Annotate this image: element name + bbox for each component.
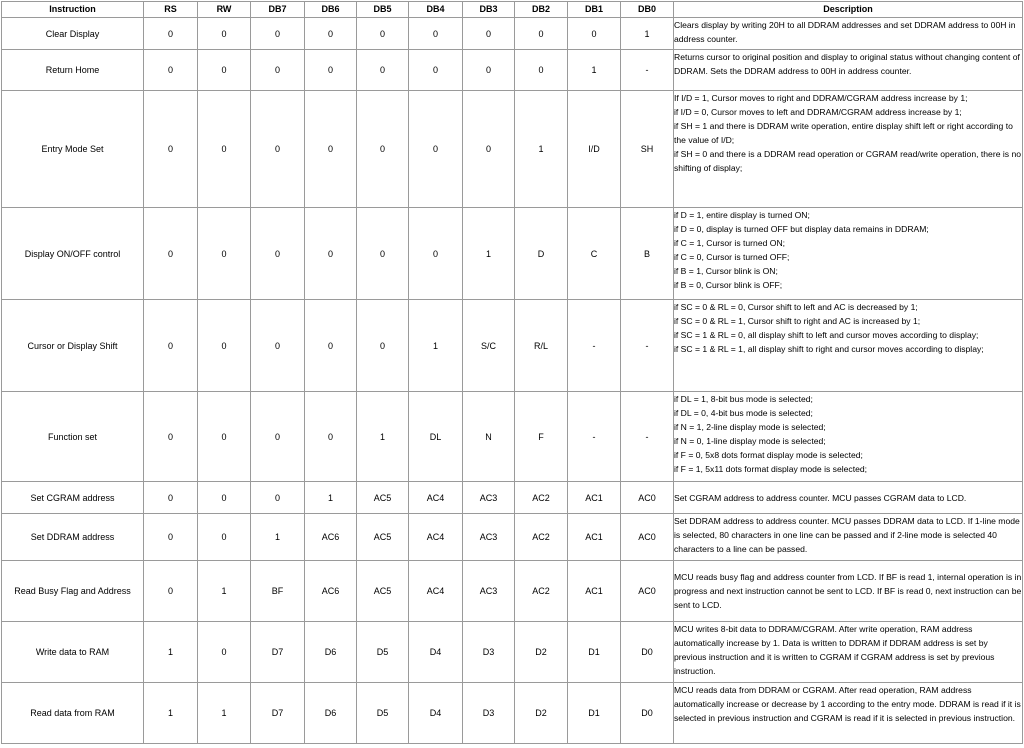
description-cell [674,683,1023,744]
instruction-table [1,1,1023,744]
bit-cell: AC0 [621,514,674,561]
bit-cell: 0 [409,50,463,91]
bit-cell: - [568,392,621,482]
bit-cell: AC3 [463,514,515,561]
table-body [2,18,1023,744]
bit-cell: 0 [305,208,357,300]
bit-cell: D3 [463,622,515,683]
bit-cell: 0 [515,50,568,91]
bit-cell: 0 [198,622,251,683]
header-db3: DB3 [463,2,515,18]
instruction-name: Display ON/OFF control [2,208,144,300]
description-cell [674,300,1023,392]
bit-cell: 0 [144,392,198,482]
description-line: if SC = 1 & RL = 0, all display shift to left and cursor moves according to display; [674,330,979,340]
bit-cell: 1 [357,392,409,482]
bit-cell: 0 [198,300,251,392]
bit-cell: AC2 [515,482,568,514]
bit-cell: AC5 [357,514,409,561]
bit-cell: D1 [568,622,621,683]
table-row [2,514,1023,561]
bit-cell: 0 [357,18,409,50]
bit-cell: 0 [198,18,251,50]
bit-cell: AC6 [305,514,357,561]
bit-cell: 1 [198,683,251,744]
description-line: Set DDRAM address to address counter. MCU passes DDRAM data to LCD. If 1-line mode is selected, 80 characters in one line can be passed and if 2-line mode is selected 40 characters to a line can be passed. [674,516,1020,554]
bit-cell: 1 [305,482,357,514]
bit-cell: D6 [305,622,357,683]
bit-cell: AC4 [409,561,463,622]
bit-cell: D2 [515,622,568,683]
bit-cell: 1 [621,18,674,50]
bit-cell: D5 [357,683,409,744]
instruction-name: Set DDRAM address [2,514,144,561]
header-row [2,2,1023,18]
description-line: if C = 0, Cursor is turned OFF; [674,252,790,262]
bit-cell: 0 [409,91,463,208]
description-cell [674,208,1023,300]
header-db0: DB0 [621,2,674,18]
bit-cell: 0 [305,50,357,91]
bit-cell: 0 [568,18,621,50]
description-cell [674,50,1023,91]
bit-cell: 0 [305,392,357,482]
description-line: If I/D = 1, Cursor moves to right and DDRAM/CGRAM address increase by 1; [674,93,968,103]
description-cell [674,622,1023,683]
description-line: Clears display by writing 20H to all DDRAM addresses and set DDRAM address to 00H in address counter. [674,20,1016,44]
bit-cell: 0 [251,300,305,392]
description-line: if SC = 0 & RL = 0, Cursor shift to left and AC is decreased by 1; [674,302,918,312]
bit-cell: 0 [144,300,198,392]
bit-cell: D4 [409,683,463,744]
description-line: if C = 1, Cursor is turned ON; [674,238,786,248]
bit-cell: 0 [305,300,357,392]
description-line: if D = 0, display is turned OFF but display data remains in DDRAM; [674,224,929,234]
bit-cell: D1 [568,683,621,744]
bit-cell: 0 [144,514,198,561]
table-row [2,392,1023,482]
bit-cell: 0 [251,208,305,300]
table-row [2,622,1023,683]
bit-cell: D7 [251,683,305,744]
description-line: Returns cursor to original position and display to original status without changing content of DDRAM. Sets the DDRAM address to 00H in address counter. [674,52,1020,76]
description-line: MCU writes 8-bit data to DDRAM/CGRAM. After write operation, RAM address automatically increase by 1. Data is written to DDRAM if DDRAM address is set by previous instruction and it is written to CGRAM if CGRAM address is set by previous instruction. [674,624,995,676]
bit-cell: N [463,392,515,482]
bit-cell: 1 [409,300,463,392]
description-cell [674,91,1023,208]
bit-cell: - [621,392,674,482]
table-row [2,482,1023,514]
bit-cell: D0 [621,622,674,683]
bit-cell: AC3 [463,561,515,622]
bit-cell: AC1 [568,482,621,514]
bit-cell: D7 [251,622,305,683]
description-cell [674,514,1023,561]
bit-cell: 0 [144,208,198,300]
description-line: if SC = 0 & RL = 1, Cursor shift to right and AC is increased by 1; [674,316,921,326]
bit-cell: AC1 [568,514,621,561]
bit-cell: 1 [198,561,251,622]
bit-cell: 0 [144,91,198,208]
description-line: if SH = 0 and there is a DDRAM read operation or CGRAM read/write operation, there is no shifting of display; [674,149,1022,173]
description-line: if D = 1, entire display is turned ON; [674,210,810,220]
bit-cell: 0 [251,18,305,50]
instruction-name: Return Home [2,50,144,91]
instruction-name: Write data to RAM [2,622,144,683]
bit-cell: D3 [463,683,515,744]
description-line: if I/D = 0, Cursor moves to left and DDRAM/CGRAM address increase by 1; [674,107,962,117]
bit-cell: R/L [515,300,568,392]
header-db4: DB4 [409,2,463,18]
bit-cell: AC5 [357,482,409,514]
table-row [2,208,1023,300]
bit-cell: D5 [357,622,409,683]
description-line: MCU reads data from DDRAM or CGRAM. After read operation, RAM address automatically increase or decrease by 1 according to the entry mode. DDRAM is read if it is selected in previous instruction and CGRAM is read if it is selected in previous instruction. [674,685,1021,723]
bit-cell: AC3 [463,482,515,514]
bit-cell: 0 [198,50,251,91]
header-rs: RS [144,2,198,18]
description-cell [674,18,1023,50]
bit-cell: AC5 [357,561,409,622]
bit-cell: 1 [515,91,568,208]
bit-cell: S/C [463,300,515,392]
instruction-name: Clear Display [2,18,144,50]
bit-cell: - [621,300,674,392]
bit-cell: AC4 [409,482,463,514]
bit-cell: 0 [198,91,251,208]
header-description: Description [674,2,1023,18]
bit-cell: AC4 [409,514,463,561]
description-line: if N = 1, 2-line display mode is selected; [674,422,826,432]
table-row [2,300,1023,392]
bit-cell: 0 [305,91,357,208]
description-cell [674,482,1023,514]
bit-cell: - [568,300,621,392]
description-line: Set CGRAM address to address counter. MCU passes CGRAM data to LCD. [674,492,967,503]
table-row [2,50,1023,91]
bit-cell: 1 [144,683,198,744]
bit-cell: 0 [357,50,409,91]
bit-cell: B [621,208,674,300]
bit-cell: AC0 [621,482,674,514]
table-row [2,18,1023,50]
bit-cell: AC2 [515,561,568,622]
header-db6: DB6 [305,2,357,18]
bit-cell: D2 [515,683,568,744]
bit-cell: 1 [251,514,305,561]
bit-cell: AC1 [568,561,621,622]
bit-cell: 0 [357,91,409,208]
header-instruction: Instruction [2,2,144,18]
header-db5: DB5 [357,2,409,18]
table-row [2,683,1023,744]
bit-cell: D0 [621,683,674,744]
bit-cell: 0 [463,91,515,208]
description-line: if B = 1, Cursor blink is ON; [674,266,778,276]
description-line: if F = 1, 5x11 dots format display mode is selected; [674,464,868,474]
bit-cell: SH [621,91,674,208]
description-line: if SC = 1 & RL = 1, all display shift to right and cursor moves according to display; [674,344,984,354]
instruction-name: Read data from RAM [2,683,144,744]
bit-cell: 0 [357,208,409,300]
instruction-name: Read Busy Flag and Address [2,561,144,622]
bit-cell: 0 [251,50,305,91]
bit-cell: D6 [305,683,357,744]
description-line: if B = 0, Cursor blink is OFF; [674,280,783,290]
bit-cell: 0 [409,208,463,300]
bit-cell: 0 [515,18,568,50]
table-row [2,561,1023,622]
description-line: if F = 0, 5x8 dots format display mode is selected; [674,450,863,460]
bit-cell: - [621,50,674,91]
bit-cell: AC0 [621,561,674,622]
bit-cell: 0 [144,561,198,622]
bit-cell: DL [409,392,463,482]
header-db2: DB2 [515,2,568,18]
table-row [2,91,1023,208]
bit-cell: 0 [409,18,463,50]
description-line: if N = 0, 1-line display mode is selected; [674,436,826,446]
description-line: if DL = 0, 4-bit bus mode is selected; [674,408,813,418]
bit-cell: 0 [144,482,198,514]
bit-cell: 0 [251,392,305,482]
bit-cell: BF [251,561,305,622]
instruction-name: Function set [2,392,144,482]
bit-cell: 0 [144,50,198,91]
instruction-name: Cursor or Display Shift [2,300,144,392]
description-cell [674,392,1023,482]
bit-cell: 0 [251,91,305,208]
bit-cell: 0 [198,392,251,482]
header-db1: DB1 [568,2,621,18]
bit-cell: D4 [409,622,463,683]
bit-cell: D [515,208,568,300]
bit-cell: C [568,208,621,300]
bit-cell: 0 [198,208,251,300]
bit-cell: 1 [463,208,515,300]
bit-cell: 0 [357,300,409,392]
description-line: if SH = 1 and there is DDRAM write operation, entire display shift left or right according to the value of I/D; [674,121,1013,145]
description-line: if DL = 1, 8-bit bus mode is selected; [674,394,813,404]
instruction-name: Entry Mode Set [2,91,144,208]
header-rw: RW [198,2,251,18]
bit-cell: 1 [144,622,198,683]
bit-cell: 0 [305,18,357,50]
bit-cell: I/D [568,91,621,208]
bit-cell: F [515,392,568,482]
bit-cell: 0 [198,482,251,514]
bit-cell: 0 [463,50,515,91]
bit-cell: AC2 [515,514,568,561]
bit-cell: 1 [568,50,621,91]
bit-cell: AC6 [305,561,357,622]
bit-cell: 0 [463,18,515,50]
description-cell [674,561,1023,622]
description-line: MCU reads busy flag and address counter from LCD. If BF is read 1, internal operation is in progress and next instruction cannot be sent to LCD. If BF is read 0, next instruction can be sent to LCD. [674,572,1022,610]
instruction-name: Set CGRAM address [2,482,144,514]
bit-cell: 0 [144,18,198,50]
header-db7: DB7 [251,2,305,18]
bit-cell: 0 [198,514,251,561]
bit-cell: 0 [251,482,305,514]
